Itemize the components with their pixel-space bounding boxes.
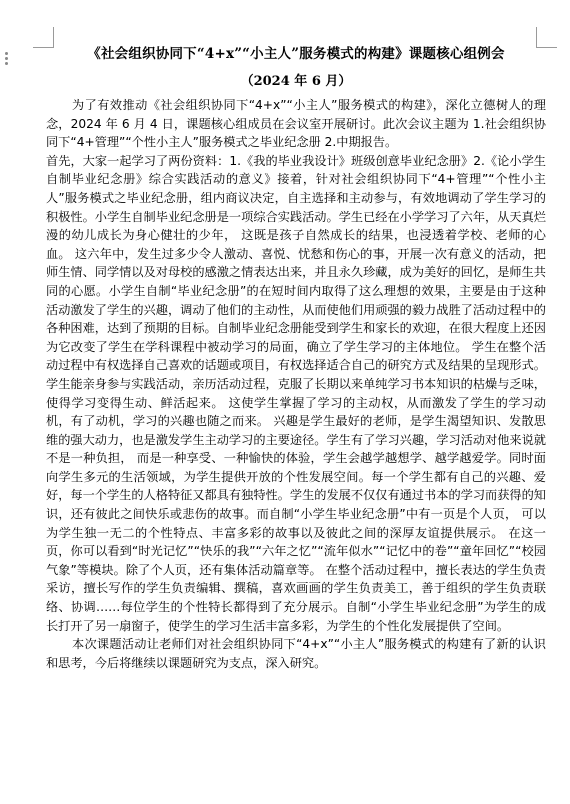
paragraph-conclusion: 本次课题活动让老师们对社会组织协同下“4+x”“小主人”服务模式的构建有了新的认识和思考，今后将继续以课题研究为支点，深入研究。 xyxy=(46,637,546,670)
paragraph-intro: 为了有效推动《社会组织协同下“4+x”“小主人”服务模式的构建》，深化立德树人的理念，2024 年 6 月 4 日，课题核心组成员在会议室开展研讨。此次会议主题为 1.社会组织协同下“4+管理”“个性小主人”服务模式之毕业纪念册 2.中期报告。 xyxy=(46,98,546,150)
document-title: 《社会组织协同下“4+x”“小主人”服务模式的构建》课题核心组例会 xyxy=(87,46,505,62)
document-date: （2024 年 6 月） xyxy=(240,74,352,89)
drag-handle-icon[interactable] xyxy=(5,52,9,66)
paragraph-main: 首先，大家一起学习了两份资料：1.《我的毕业我设计》班级创意毕业纪念册》2.《论小学生自制毕业纪念册》综合实践活动的意义》接着，针对社会组织协同下“4+管理”“个性小主人”服务模式之毕业纪念册，组内商议决定，自主选择和主动参与，有效地调动了学生学习的积极性。小学生自制毕业纪念册是一项综合实践活动。学生已经在小学学习了六年，从天真烂漫的幼儿成长为身心健壮的少年， 这既是孩子自然成长的结果，也浸透着学校、老师的心血。 这六年中，发生过多少令人激动、喜悦、忧愁和伤心的事，开展一次有意义的活动，把师生情、同学情以及对母校的感激之情表达出来，并且永久珍藏，成为美好的回忆，是师生共同的心愿。小学生自制“毕业纪念册”的在短时间内取得了这么理想的效果，主要是由于这种活动激发了学生的兴趣，调动了他们的主动性，从而使他们用顽强的毅力战胜了活动过程中的各种困难，达到了预期的目标。自制毕业纪念册能受到学生和家长的欢迎，在很大程度上还因为它改变了学生在学科课程中被动学习的局面，确立了学生学习的主体地位。 学生在整个活动过程中有权选择自己喜欢的话题或项目，有权选择适合自己的研究方式及结果的呈现形式。学生能亲身参与实践活动，亲历活动过程，克服了长期以来单纯学习书本知识的枯燥与乏味，使得学习变得生动、鲜活起来。 这使学生掌握了学习的主动权，从而激发了学生的学习动机，有了动机，学习的兴趣也随之而来。 兴趣是学生最好的老师，是学生渴望知识、发散思维的强大动力，也是激发学生主动学习的主要途径。学生有了学习兴趣，学习活动对他来说就不是一种负担， 而是一种享受、一种愉快的体验，学生会越学越想学、越学越爱学。同时面向学生多元的生活领域，为学生提供开放的个性发展空间。每一个学生都有自己的兴趣、爱好，每一个学生的人格特征又都具有独特性。学生的发展不仅仅有通过书本的学习而获得的知识，还有彼此之间快乐或悲伤的故事。而自制“小学生毕业纪念册”中有一页是个人页， 可以为学生独一无二的个性特点、丰富多彩的故事以及彼此之间的深厚友谊提供展示。 在这一页，你可以看到“时光记忆”“快乐的我”“六年之忆”“流年似水”“记忆中的卷”“童年回忆”“校园气象”等模块。除了个人页，还有集体活动篇章等。 在整个活动过程中，擅长表达的学生负责采访，擅长写作的学生负责编辑、撰稿，喜欢画画的学生负责美工，善于组织的学生负责联络、协调……每位学生的个性特长都得到了充分展示。自制“小学生毕业纪念册”为学生的成长打开了另一扇窗子，使学生的学习生活丰富多彩，为学生的个性化发展提供了空间。 xyxy=(46,153,546,633)
document-body xyxy=(46,44,546,672)
